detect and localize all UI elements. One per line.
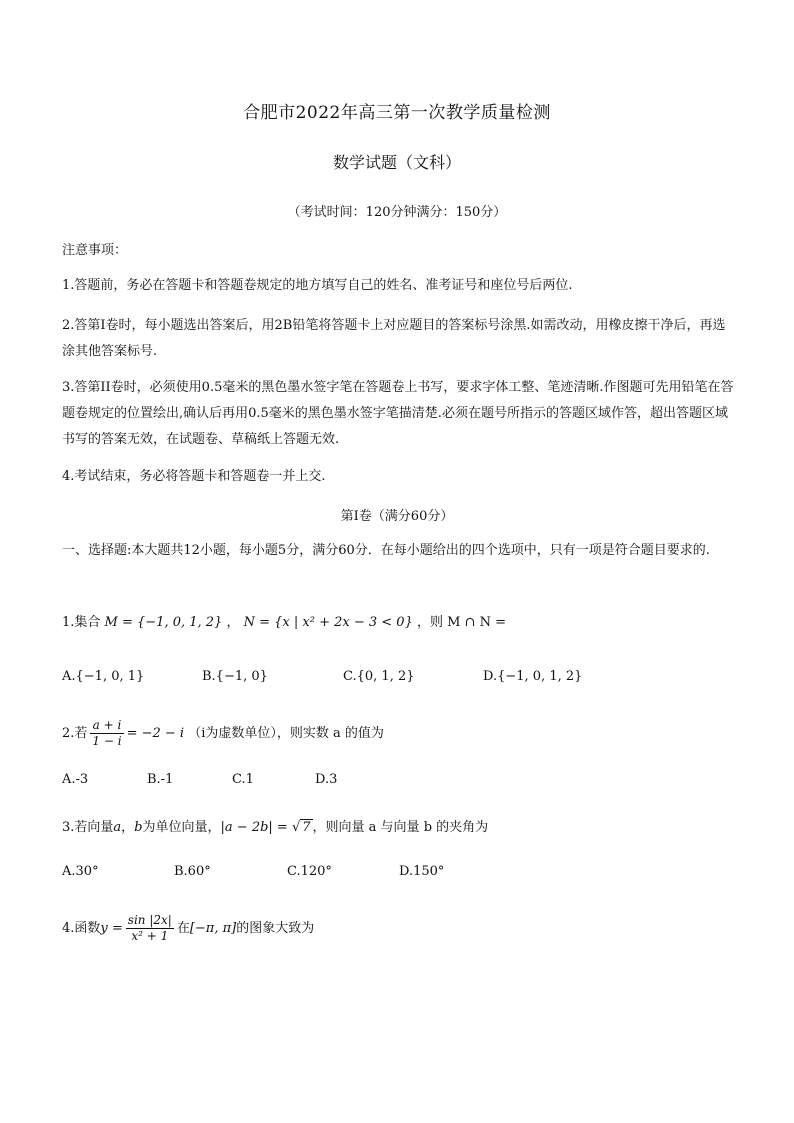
exam-info: （考试时间：120分钟满分：150分）: [287, 205, 507, 220]
q3-option-d: D.150°: [399, 864, 445, 879]
q2-option-b: B.-1: [147, 772, 174, 787]
question-4: [62, 912, 734, 946]
q2-option-c: C.1: [232, 772, 254, 787]
q3-vector-a: a: [113, 820, 122, 835]
q3-suffix: ，则向量 a 与向量 b 的夹角为: [312, 820, 489, 835]
notice-item-1: 1.答题前，务必在答题卡和答题卷规定的地方填写自己的姓名、准考证号和座位号后两位.: [62, 278, 573, 293]
q1-option-b: B.{−1, 0}: [202, 669, 268, 684]
q4-interval: [−π, π]: [189, 921, 237, 936]
q3-option-a: A.30°: [62, 864, 99, 879]
section-title: 第I卷（满分60分）: [340, 509, 454, 524]
q2-fraction-numerator: a + i: [90, 718, 123, 734]
q1-option-d: D.{−1, 0, 1, 2}: [483, 669, 583, 684]
q2-option-d: D.3: [315, 772, 338, 787]
q2-option-a: A.-3: [62, 772, 89, 787]
q4-prefix: 4.函数: [62, 921, 101, 936]
notices-heading: 注意事项：: [62, 243, 128, 258]
q1-suffix: ，则 M ∩ N =: [416, 615, 506, 630]
q2-fraction: [90, 718, 123, 749]
q2-suffix: （i为虚数单位），则实数 a 的值为: [188, 726, 384, 741]
q4-fraction-numerator: sin |2x|: [127, 913, 172, 927]
q3-sqrt: √ 7: [291, 820, 311, 835]
q1-set-m: M = {−1, 0, 1, 2}: [104, 615, 223, 630]
q3-vector-b: b: [134, 820, 143, 835]
question-1: [62, 610, 734, 636]
q3-norm-expression: |a − 2b| =: [220, 820, 288, 835]
exam-subject: 数学试题（文科）: [332, 153, 461, 172]
q3-prefix: 3.若向量: [62, 820, 114, 835]
exam-title: 合肥市2022年高三第一次教学质量检测: [243, 103, 551, 123]
q3-separator: ，: [121, 820, 135, 835]
q4-lhs: y =: [100, 921, 123, 936]
q3-unit-text: 为单位向量，: [142, 820, 221, 835]
q3-sqrt-radicand: 7: [302, 820, 311, 835]
q3-option-b: B.60°: [174, 864, 211, 879]
q4-fraction-denominator: x² + 1: [131, 929, 169, 943]
q1-prefix: 1.集合: [62, 615, 101, 630]
q2-equation: = −2 − i: [126, 726, 185, 741]
notice-item-3: 3.答第II卷时，必须使用0.5毫米的黑色墨水签字笔在答题卷上书写，要求字体工整、笔迹清晰.作图题可先用铅笔在答题卷规定的位置绘出,确认后再用0.5毫米的黑色墨水签字笔描清楚.必须在题号所指示的答题区域作答，超出答题区域书写的答案无效，在试题卷、草稿纸上答题无效.: [62, 380, 734, 447]
question-2: [62, 718, 734, 750]
notice-item-2: 2.答第I卷时，每小题选出答案后，用2B铅笔将答题卡上对应题目的答案标号涂黑.如需改动，用橡皮擦干净后，再选涂其他答案标号.: [62, 318, 726, 359]
q1-set-n: N = {x | x² + 2x − 3 < 0}: [243, 615, 413, 630]
q1-option-c: C.{0, 1, 2}: [343, 669, 415, 684]
q2-prefix: 2.若: [62, 726, 88, 741]
q4-fraction: [126, 913, 174, 944]
q2-fraction-denominator: 1 − i: [92, 734, 122, 748]
q1-separator: ，: [226, 615, 240, 630]
q4-suffix-pre: 在: [176, 921, 190, 936]
q1-option-a: A.{−1, 0, 1}: [62, 669, 145, 684]
q3-option-c: C.120°: [287, 864, 332, 879]
q4-suffix: 的图象大致为: [236, 921, 315, 936]
notice-item-4: 4.考试结束，务必将答题卡和答题卷一并上交.: [62, 469, 326, 484]
section-instructions: 一、选择题:本大题共12小题，每小题5分，满分60分．在每小题给出的四个选项中，只有一项是符合题目要求的.: [62, 543, 710, 558]
question-3: [62, 815, 734, 841]
